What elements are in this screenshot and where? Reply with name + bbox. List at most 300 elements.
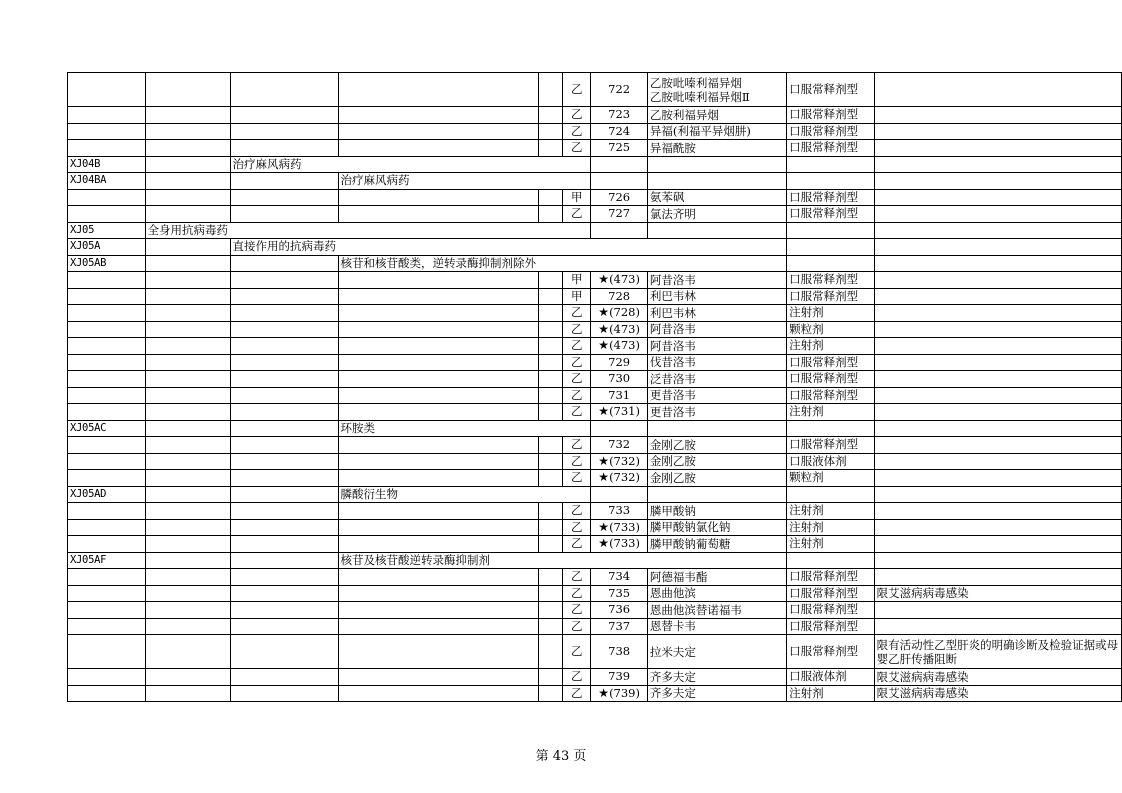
level3-cell (338, 569, 538, 586)
drug-name-cell: 伐昔洛韦 (647, 354, 786, 371)
level3-cell (338, 503, 538, 520)
level1-cell (145, 437, 230, 454)
level2-cell (230, 486, 338, 503)
number-cell: 722 (591, 73, 647, 107)
level2-cell (230, 107, 338, 124)
remark-cell (874, 519, 1121, 536)
code-cell (68, 585, 146, 602)
table-row (68, 189, 1122, 206)
level1-cell (145, 552, 230, 569)
drug-name-cell: 拉米夫定 (647, 635, 786, 669)
level3-cell (338, 519, 538, 536)
level1-cell (145, 255, 230, 272)
drug-name-cell: 阿昔洛韦 (647, 272, 786, 289)
category-cell: 乙 (563, 536, 591, 553)
table-row (68, 635, 1122, 669)
code-cell (68, 519, 146, 536)
level1-cell (145, 387, 230, 404)
dosage-form-cell: 口服常释剂型 (787, 371, 875, 388)
dosage-form-cell: 注射剂 (787, 338, 875, 355)
dosage-form-cell: 口服常释剂型 (787, 354, 875, 371)
spacer-cell (538, 387, 563, 404)
category-cell: 乙 (563, 569, 591, 586)
remark-cell (874, 156, 1121, 173)
drug-name-cell (647, 239, 786, 256)
category-cell: 乙 (563, 437, 591, 454)
code-cell: XJ05A (68, 239, 146, 256)
category-cell (563, 156, 591, 173)
dosage-form-cell: 注射剂 (787, 404, 875, 421)
dosage-form-cell (787, 552, 875, 569)
code-cell (68, 470, 146, 487)
level2-cell (230, 73, 338, 107)
table-row (68, 255, 1122, 272)
spacer-cell (538, 107, 563, 124)
table-row (68, 371, 1122, 388)
table-row (68, 239, 1122, 256)
remark-cell (874, 453, 1121, 470)
drug-name-cell: 膦甲酸钠葡萄糖 (647, 536, 786, 553)
spacer-cell (538, 618, 563, 635)
level1-cell (145, 503, 230, 520)
remark-cell: 限有活动性乙型肝炎的明确诊断及检验证据或母婴乙肝传播阻断 (874, 635, 1121, 669)
drug-list-table (67, 72, 1122, 702)
star-icon: ★ (598, 404, 610, 419)
level3-cell (338, 305, 538, 322)
spacer-cell (538, 635, 563, 669)
remark-cell (874, 618, 1121, 635)
code-cell (68, 569, 146, 586)
level3-cell: 治疗麻风病药 (338, 173, 538, 190)
remark-cell (874, 602, 1121, 619)
number-cell: 735 (591, 585, 647, 602)
level2-cell (230, 404, 338, 421)
level1-cell (145, 420, 230, 437)
number-cell (591, 404, 647, 421)
level1-cell (145, 486, 230, 503)
level1-cell: 全身用抗病毒药 (145, 222, 230, 239)
remark-cell (874, 569, 1121, 586)
table-row (68, 288, 1122, 305)
level3-cell (338, 618, 538, 635)
level2-cell (230, 552, 338, 569)
spacer-cell (538, 569, 563, 586)
level3-cell (338, 470, 538, 487)
table-row (68, 569, 1122, 586)
level1-cell (145, 305, 230, 322)
dosage-form-cell: 注射剂 (787, 685, 875, 702)
category-cell (563, 173, 591, 190)
spacer-cell (538, 552, 563, 569)
star-icon: ★ (598, 321, 610, 336)
table-row (68, 156, 1122, 173)
table-row (68, 206, 1122, 223)
star-icon: ★ (598, 305, 610, 320)
level3-cell (338, 288, 538, 305)
level2-cell (230, 569, 338, 586)
number-cell (591, 536, 647, 553)
level2-cell (230, 272, 338, 289)
level1-cell (145, 685, 230, 702)
table-row (68, 140, 1122, 157)
level1-cell (145, 371, 230, 388)
number-cell: 726 (591, 189, 647, 206)
code-cell (68, 288, 146, 305)
dosage-form-cell: 注射剂 (787, 519, 875, 536)
spacer-cell (538, 585, 563, 602)
drug-name-cell: 更昔洛韦 (647, 387, 786, 404)
dosage-form-cell: 口服常释剂型 (787, 123, 875, 140)
dosage-form-cell: 口服常释剂型 (787, 585, 875, 602)
remark-cell (874, 354, 1121, 371)
level1-cell (145, 206, 230, 223)
code-cell: XJ05AF (68, 552, 146, 569)
number-cell: 737 (591, 618, 647, 635)
code-cell (68, 305, 146, 322)
remark-cell (874, 255, 1121, 272)
spacer-cell (538, 305, 563, 322)
dosage-form-cell: 口服液体剂 (787, 453, 875, 470)
code-cell (68, 338, 146, 355)
dosage-form-cell: 口服常释剂型 (787, 437, 875, 454)
drug-name-cell (647, 222, 786, 239)
table-row (68, 305, 1122, 322)
remark-cell (874, 437, 1121, 454)
dosage-form-cell: 颗粒剂 (787, 470, 875, 487)
code-cell: XJ05AD (68, 486, 146, 503)
level3-cell (338, 206, 538, 223)
remark-cell (874, 206, 1121, 223)
table-row (68, 107, 1122, 124)
spacer-cell (538, 404, 563, 421)
spacer-cell (538, 73, 563, 107)
dosage-form-cell: 注射剂 (787, 503, 875, 520)
level2-cell (230, 173, 338, 190)
remark-cell (874, 140, 1121, 157)
table-row (68, 354, 1122, 371)
spacer-cell (538, 486, 563, 503)
category-cell: 乙 (563, 321, 591, 338)
category-cell: 乙 (563, 685, 591, 702)
table-row (68, 453, 1122, 470)
remark-cell (874, 239, 1121, 256)
number-value: (739) (609, 685, 640, 700)
code-cell: XJ05 (68, 222, 146, 239)
number-value: (473) (609, 321, 640, 336)
category-cell: 乙 (563, 585, 591, 602)
star-icon: ★ (598, 536, 610, 551)
dosage-form-cell (787, 173, 875, 190)
level1-cell (145, 635, 230, 669)
table-row (68, 437, 1122, 454)
code-cell: XJ05AC (68, 420, 146, 437)
level3-cell (338, 123, 538, 140)
remark-cell (874, 470, 1121, 487)
drug-name-cell: 金刚乙胺 (647, 470, 786, 487)
drug-name-cell: 阿昔洛韦 (647, 338, 786, 355)
level3-cell (338, 140, 538, 157)
spacer-cell (538, 321, 563, 338)
spacer-cell (538, 222, 563, 239)
number-cell: 738 (591, 635, 647, 669)
drug-name-cell: 异福(利福平异烟肼) (647, 123, 786, 140)
number-value: (473) (609, 338, 640, 353)
level2-cell (230, 123, 338, 140)
spacer-cell (538, 602, 563, 619)
code-cell (68, 618, 146, 635)
level2-cell (230, 371, 338, 388)
dosage-form-cell: 口服常释剂型 (787, 272, 875, 289)
level2-cell (230, 618, 338, 635)
level2-cell (230, 585, 338, 602)
spacer-cell (538, 354, 563, 371)
spacer-cell (538, 685, 563, 702)
level1-cell (145, 618, 230, 635)
level1-cell (145, 569, 230, 586)
number-cell (591, 305, 647, 322)
table-row (68, 404, 1122, 421)
number-cell (591, 486, 647, 503)
level3-cell (338, 239, 538, 256)
remark-cell (874, 420, 1121, 437)
remark-cell (874, 222, 1121, 239)
remark-cell (874, 288, 1121, 305)
level3-cell (338, 437, 538, 454)
spacer-cell (538, 536, 563, 553)
level2-cell (230, 321, 338, 338)
level3-cell (338, 585, 538, 602)
category-cell: 乙 (563, 338, 591, 355)
level3-cell (338, 321, 538, 338)
level1-cell (145, 288, 230, 305)
number-cell: 725 (591, 140, 647, 157)
code-cell (68, 685, 146, 702)
level3-cell (338, 222, 538, 239)
code-cell (68, 371, 146, 388)
code-cell (68, 453, 146, 470)
level2-cell (230, 437, 338, 454)
spacer-cell (538, 288, 563, 305)
dosage-form-cell: 颗粒剂 (787, 321, 875, 338)
dosage-form-cell (787, 156, 875, 173)
category-cell (563, 420, 591, 437)
dosage-form-cell: 口服常释剂型 (787, 288, 875, 305)
level2-cell (230, 635, 338, 669)
level1-cell (145, 123, 230, 140)
category-cell: 乙 (563, 519, 591, 536)
remark-cell (874, 107, 1121, 124)
spacer-cell (538, 239, 563, 256)
spacer-cell (538, 123, 563, 140)
level2-cell (230, 255, 338, 272)
remark-cell: 限艾滋病病毒感染 (874, 585, 1121, 602)
level3-cell (338, 536, 538, 553)
dosage-form-cell: 口服常释剂型 (787, 189, 875, 206)
number-cell: 730 (591, 371, 647, 388)
number-cell (591, 338, 647, 355)
category-cell: 乙 (563, 635, 591, 669)
remark-cell (874, 486, 1121, 503)
level3-cell: 膦酸衍生物 (338, 486, 538, 503)
remark-cell: 限艾滋病病毒感染 (874, 685, 1121, 702)
remark-cell (874, 552, 1121, 569)
drug-name-cell: 氨苯砜 (647, 189, 786, 206)
spacer-cell (538, 437, 563, 454)
drug-name-cell: 乙胺利福异烟 (647, 107, 786, 124)
number-cell: 724 (591, 123, 647, 140)
spacer-cell (538, 156, 563, 173)
level2-cell (230, 669, 338, 686)
star-icon: ★ (598, 470, 610, 485)
table-row (68, 552, 1122, 569)
number-cell: 733 (591, 503, 647, 520)
category-cell: 乙 (563, 371, 591, 388)
table-row (68, 222, 1122, 239)
number-cell (591, 552, 647, 569)
level2-cell (230, 140, 338, 157)
spacer-cell (538, 503, 563, 520)
code-cell: XJ04BA (68, 173, 146, 190)
remark-cell (874, 73, 1121, 107)
table-row (68, 669, 1122, 686)
dosage-form-cell: 注射剂 (787, 305, 875, 322)
level2-cell (230, 387, 338, 404)
drug-name-cell: 恩曲他滨 (647, 585, 786, 602)
level2-cell (230, 420, 338, 437)
level3-cell (338, 156, 538, 173)
number-value: (473) (609, 272, 640, 287)
number-cell: 727 (591, 206, 647, 223)
spacer-cell (538, 453, 563, 470)
category-cell: 乙 (563, 404, 591, 421)
drug-name-cell: 更昔洛韦 (647, 404, 786, 421)
drug-name-cell: 阿德福韦酯 (647, 569, 786, 586)
level3-cell: 核苷及核苷酸逆转录酶抑制剂 (338, 552, 538, 569)
level1-cell (145, 321, 230, 338)
category-cell: 乙 (563, 470, 591, 487)
level3-cell (338, 685, 538, 702)
number-cell: 739 (591, 669, 647, 686)
number-value: (732) (609, 453, 640, 468)
code-cell (68, 635, 146, 669)
code-cell (68, 206, 146, 223)
spacer-cell (538, 519, 563, 536)
category-cell: 乙 (563, 140, 591, 157)
level1-cell (145, 73, 230, 107)
table-row (68, 387, 1122, 404)
drug-name-cell: 恩替卡韦 (647, 618, 786, 635)
spacer-cell (538, 255, 563, 272)
spacer-cell (538, 140, 563, 157)
level2-cell (230, 519, 338, 536)
number-cell: 736 (591, 602, 647, 619)
code-cell (68, 189, 146, 206)
spacer-cell (538, 371, 563, 388)
table-row (68, 73, 1122, 107)
level1-cell (145, 156, 230, 173)
drug-name-cell: 乙胺吡嗪利福异烟 乙胺吡嗪利福异烟Ⅱ (647, 73, 786, 107)
star-icon: ★ (598, 453, 610, 468)
category-cell (563, 552, 591, 569)
table-row (68, 470, 1122, 487)
code-cell (68, 437, 146, 454)
level3-cell (338, 73, 538, 107)
category-cell: 乙 (563, 305, 591, 322)
dosage-form-cell (787, 486, 875, 503)
code-cell (68, 387, 146, 404)
dosage-form-cell: 口服常释剂型 (787, 602, 875, 619)
category-cell: 乙 (563, 107, 591, 124)
level2-cell (230, 222, 338, 239)
level2-cell (230, 354, 338, 371)
category-cell: 甲 (563, 272, 591, 289)
dosage-form-cell: 口服常释剂型 (787, 387, 875, 404)
level1-cell (145, 453, 230, 470)
code-cell (68, 354, 146, 371)
dosage-form-cell: 口服液体剂 (787, 669, 875, 686)
table-row (68, 585, 1122, 602)
number-cell: 728 (591, 288, 647, 305)
drug-name-cell: 泛昔洛韦 (647, 371, 786, 388)
level1-cell (145, 536, 230, 553)
category-cell: 乙 (563, 73, 591, 107)
dosage-form-cell: 口服常释剂型 (787, 140, 875, 157)
dosage-form-cell: 口服常释剂型 (787, 569, 875, 586)
category-cell: 甲 (563, 189, 591, 206)
code-cell (68, 272, 146, 289)
dosage-form-cell: 口服常释剂型 (787, 635, 875, 669)
level3-cell: 核苷和核苷酸类，逆转录酶抑制剂除外 (338, 255, 538, 272)
category-cell: 甲 (563, 288, 591, 305)
level2-cell (230, 536, 338, 553)
star-icon: ★ (598, 272, 610, 287)
drug-name-cell: 恩曲他滨替诺福韦 (647, 602, 786, 619)
dosage-form-cell (787, 222, 875, 239)
remark-cell (874, 404, 1121, 421)
page-number: 第 43 页 (535, 749, 587, 764)
number-cell (591, 222, 647, 239)
remark-cell (874, 338, 1121, 355)
table-row (68, 503, 1122, 520)
star-icon: ★ (598, 338, 610, 353)
category-cell: 乙 (563, 206, 591, 223)
remark-cell (874, 272, 1121, 289)
drug-name-cell (647, 255, 786, 272)
level3-cell (338, 272, 538, 289)
table-row (68, 321, 1122, 338)
number-cell (591, 272, 647, 289)
level2-cell (230, 338, 338, 355)
code-cell (68, 536, 146, 553)
drug-name-cell: 膦甲酸钠 (647, 503, 786, 520)
category-cell: 乙 (563, 354, 591, 371)
level2-cell (230, 206, 338, 223)
drug-name-cell (647, 420, 786, 437)
dosage-form-cell: 口服常释剂型 (787, 107, 875, 124)
code-cell (68, 602, 146, 619)
table-row (68, 519, 1122, 536)
table-row (68, 173, 1122, 190)
code-cell (68, 73, 146, 107)
level3-cell (338, 354, 538, 371)
number-value: (728) (609, 305, 640, 320)
number-value: (731) (609, 404, 640, 419)
remark-cell (874, 173, 1121, 190)
number-value: (733) (609, 536, 640, 551)
remark-cell (874, 321, 1121, 338)
level1-cell (145, 140, 230, 157)
dosage-form-cell (787, 420, 875, 437)
